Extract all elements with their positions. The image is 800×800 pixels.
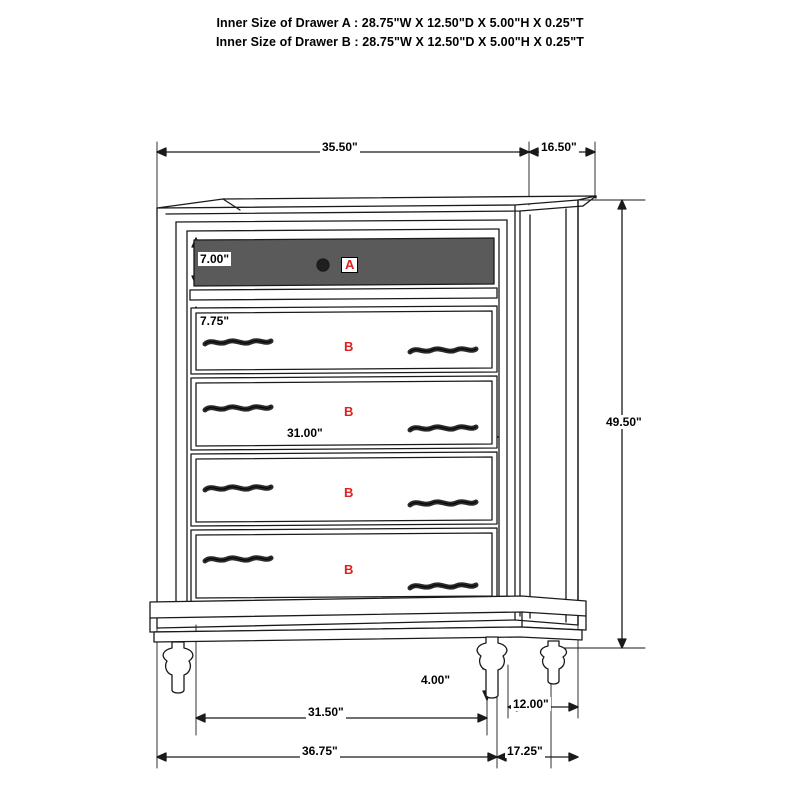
callout-drawer-3-b: B [344, 485, 354, 500]
dim-shelf-height: 7.00" [200, 252, 230, 266]
callout-drawer-2-b: B [344, 404, 354, 419]
dim-overall-width: 36.75" [302, 744, 338, 758]
drawer-a-spec-line: Inner Size of Drawer A : 28.75"W X 12.50"D X 5.00"H X 0.25"T [216, 16, 584, 30]
dim-top-depth: 16.50" [541, 140, 577, 154]
dim-foot-depth: 12.00" [513, 697, 549, 711]
dim-total-height: 49.50" [606, 415, 642, 429]
dim-drawer-front-height: 7.75" [200, 314, 230, 328]
drawer-b-spec-line: Inner Size of Drawer B : 28.75"W X 12.50"D X 5.00"H X 0.25"T [215, 35, 585, 49]
dim-overall-depth: 17.25" [507, 744, 543, 758]
callout-drawer-1-b: B [344, 339, 354, 354]
dim-base-width: 31.50" [308, 705, 344, 719]
callout-shelf-a: A [341, 257, 358, 273]
dim-base-height: 4.00" [421, 673, 451, 687]
callout-drawer-4-b: B [344, 562, 354, 577]
dim-top-width: 35.50" [322, 140, 358, 154]
dim-drawer-inner-width: 31.00" [287, 426, 323, 440]
